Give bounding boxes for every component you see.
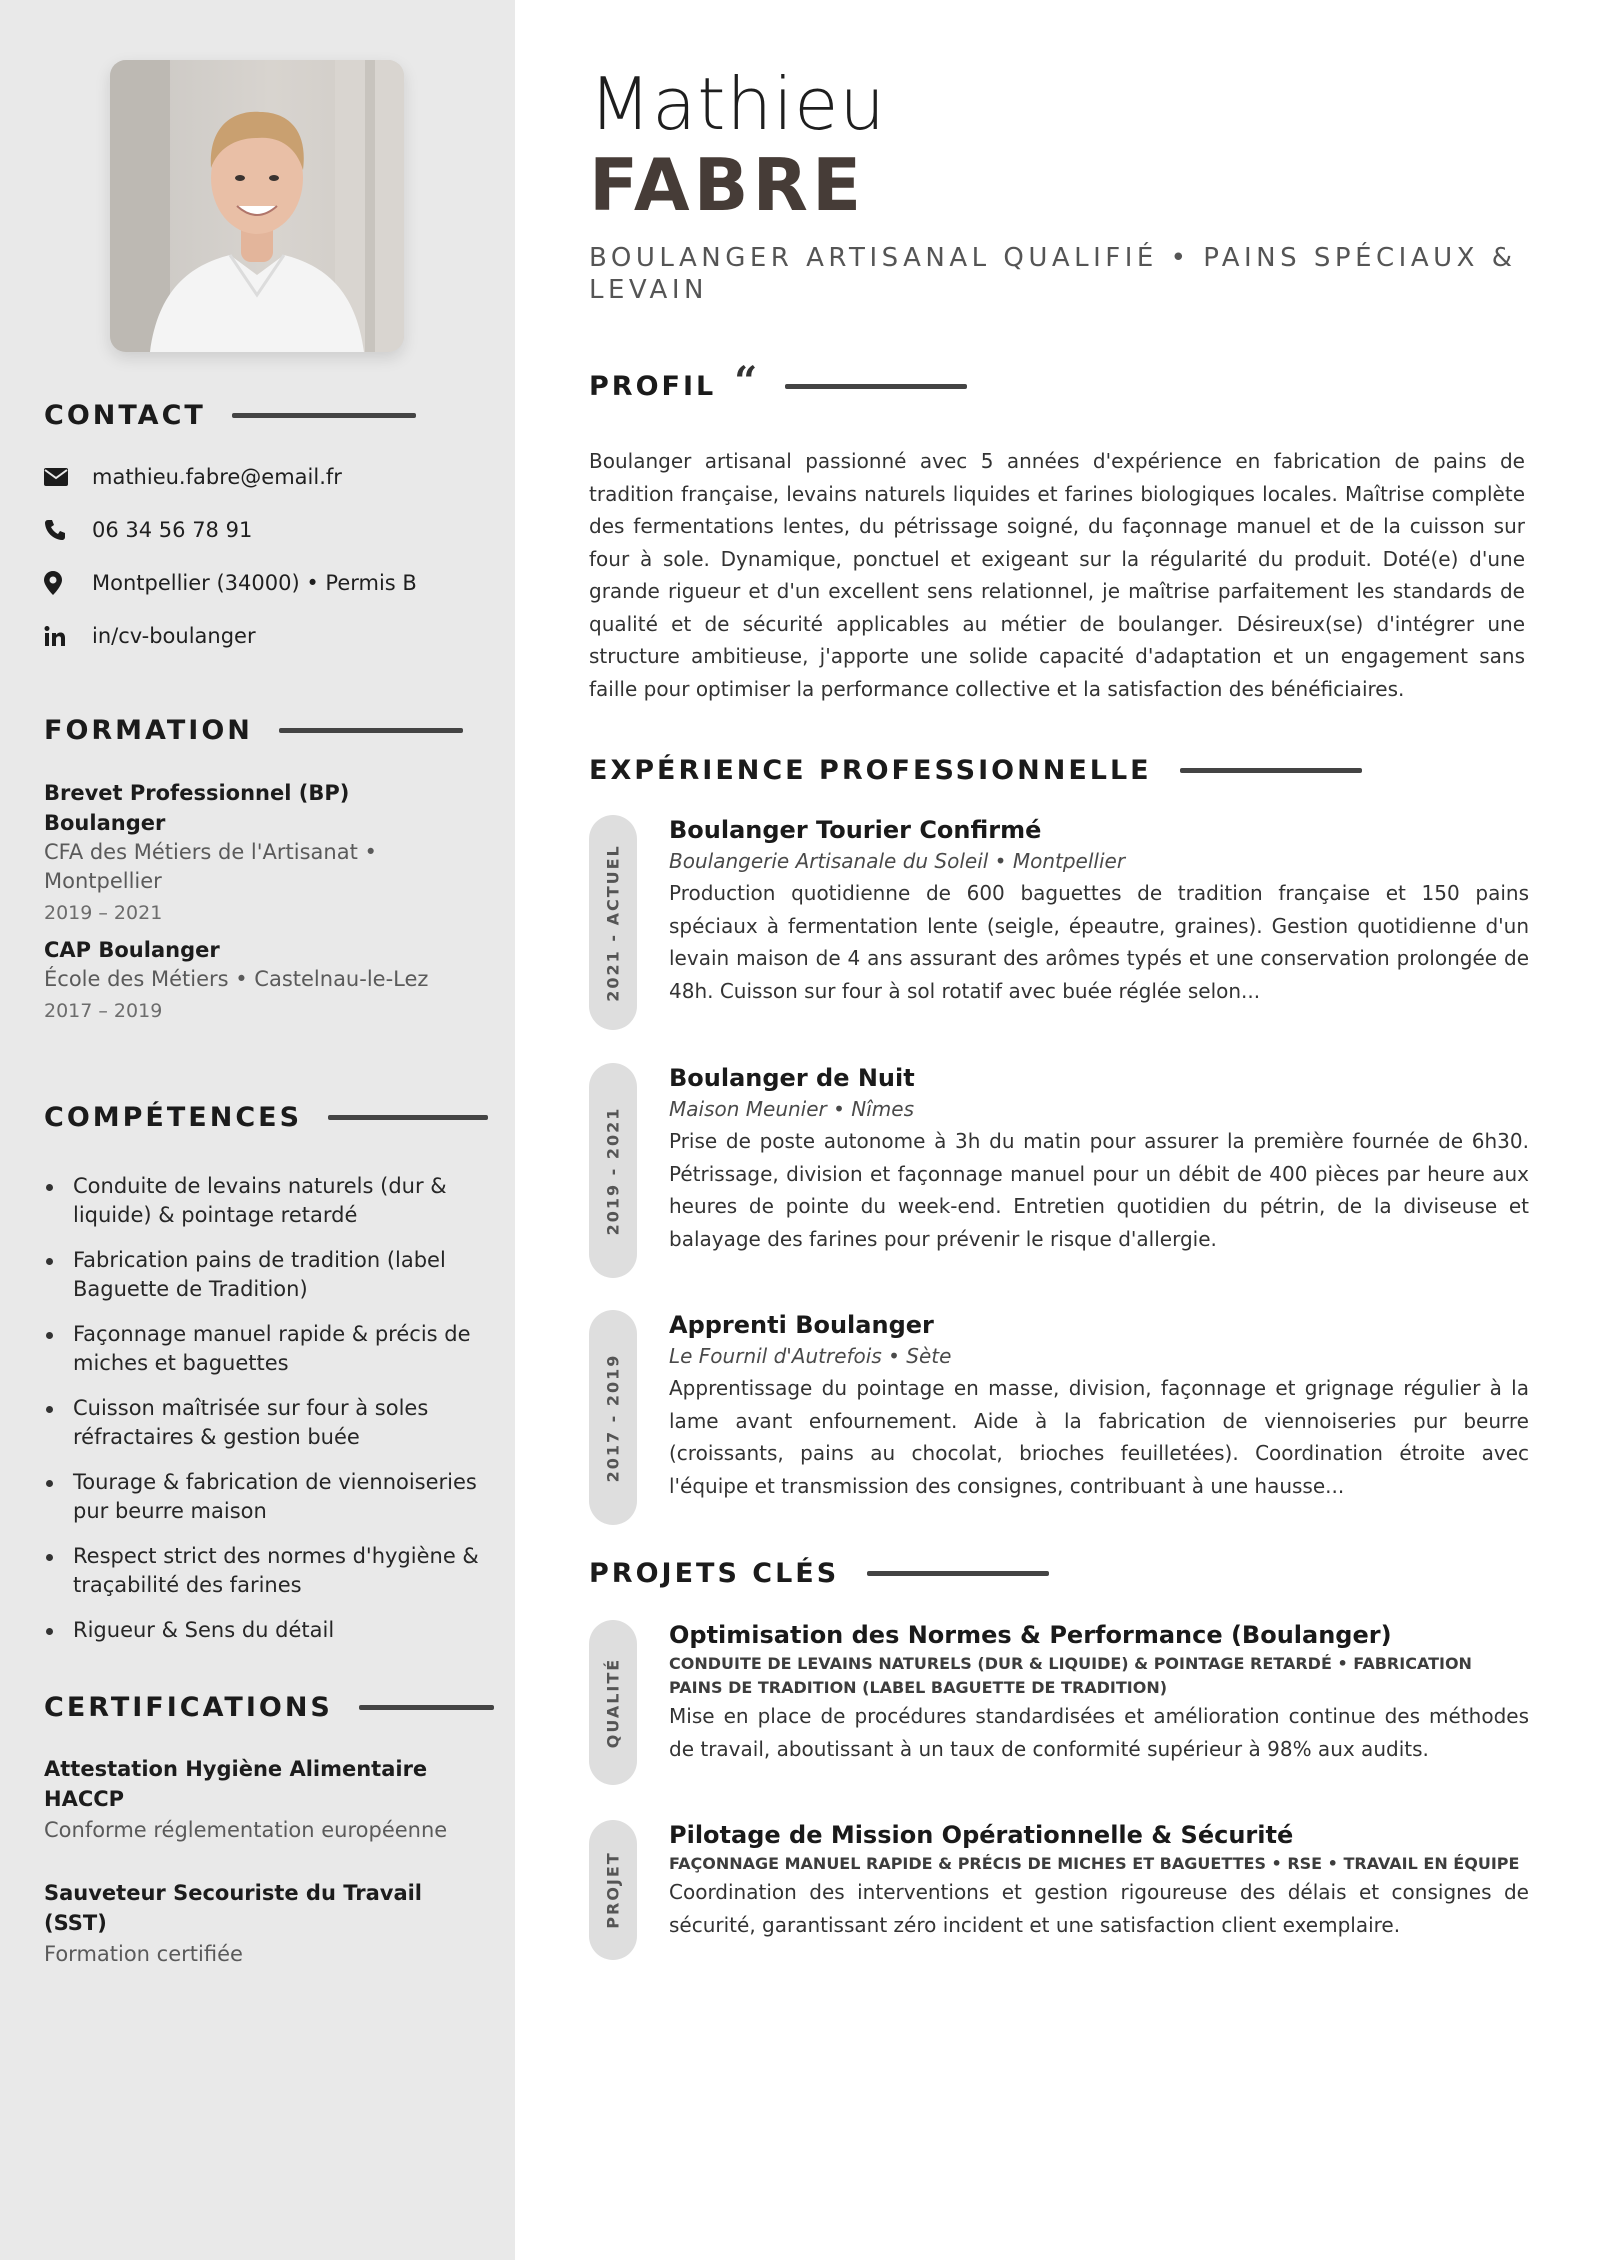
- formation-degree: CAP Boulanger: [44, 938, 220, 962]
- competences-section-header: [44, 1102, 488, 1133]
- skill-text: Façonnage manuel rapide & précis de miches et baguettes: [73, 1322, 471, 1375]
- experience-heading: EXPÉRIENCE PROFESSIONNELLE: [589, 755, 1152, 786]
- experience-entry: [589, 1310, 1529, 1525]
- email-text: mathieu.fabre@email.fr: [92, 465, 342, 489]
- project-entry: [589, 1820, 1529, 1960]
- experience-entry: [589, 815, 1529, 1030]
- job-description: Apprentissage du pointage en masse, division, façonnage et grignage régulier à la lame avant enfournement. Aide à la fabrication de viennoiseries pur beurre (croissants, pains au chocolat, brioches feuilletées). Coordination étroite avec l'équipe et transmission des consignes, contribuant à une hausse...: [669, 1376, 1529, 1498]
- formation-section-header: [44, 715, 463, 746]
- period-text: 2021 - ACTUEL: [603, 843, 623, 1002]
- section-divider: [328, 1115, 488, 1120]
- phone-text: 06 34 56 78 91: [92, 518, 253, 542]
- project-tag-text: QUALITÉ: [603, 1657, 623, 1748]
- portrait-image: [110, 60, 404, 352]
- experience-entry: [589, 1063, 1529, 1278]
- contact-phone[interactable]: [44, 517, 253, 543]
- skill-text: Fabrication pains de tradition (label Baguette de Tradition): [73, 1248, 446, 1301]
- skill-item: [44, 1172, 484, 1230]
- linkedin-text: in/cv-boulanger: [92, 624, 256, 648]
- bullet: [46, 1554, 53, 1561]
- job-description: Prise de poste autonome à 3h du matin pour assurer la première fournée de 6h30. Pétrissage, division et façonnage manuel pour un débit de 400 pièces par heure aux heures de pointe du week-end. Entretien quotidien du pétrin, de la diviseuse et balayage des farines pour prévenir le risque d'allergie.: [669, 1129, 1529, 1251]
- linkedin-icon: [44, 623, 88, 649]
- period-badge: [589, 1063, 637, 1278]
- project-title: Optimisation des Normes & Performance (Boulanger): [669, 1621, 1392, 1649]
- skill-text: Tourage & fabrication de viennoiseries pur beurre maison: [73, 1470, 477, 1523]
- bullet: [46, 1258, 53, 1265]
- skills-list: [44, 1172, 484, 1661]
- project-body: [669, 1820, 1529, 1941]
- project-tag-badge: [589, 1820, 637, 1960]
- certification-subtitle: Formation certifiée: [44, 1942, 243, 1966]
- certification-subtitle: Conforme réglementation européenne: [44, 1818, 448, 1842]
- bullet: [46, 1480, 53, 1487]
- phone-icon: [44, 517, 88, 543]
- certifications-heading: CERTIFICATIONS: [44, 1692, 333, 1723]
- skill-text: Conduite de levains naturels (dur & liquide) & pointage retardé: [73, 1174, 447, 1227]
- contact-heading: CONTACT: [44, 400, 206, 431]
- skill-text: Cuisson maîtrisée sur four à soles réfractaires & gestion buée: [73, 1396, 429, 1449]
- skill-item: [44, 1542, 484, 1600]
- certification-item: [44, 1878, 484, 1970]
- project-description: Mise en place de procédures standardisées et amélioration continue des méthodes de travail, aboutissant à un taux de conformité supérieur à 98% aux audits.: [669, 1704, 1529, 1761]
- skill-text: Respect strict des normes d'hygiène & traçabilité des farines: [73, 1544, 479, 1597]
- quote-icon: “: [734, 358, 758, 405]
- experience-section-header: [589, 755, 1362, 786]
- project-tag-badge: [589, 1620, 637, 1785]
- projets-section-header: [589, 1558, 1049, 1589]
- skill-item: [44, 1246, 484, 1304]
- project-body: [669, 1620, 1529, 1765]
- project-tag-text: PROJET: [603, 1851, 623, 1929]
- formation-years: 2017 – 2019: [44, 1000, 163, 1022]
- section-divider: [359, 1705, 494, 1710]
- period-text: 2017 - 2019: [603, 1353, 623, 1482]
- job-company: Boulangerie Artisanale du Soleil • Montpellier: [669, 849, 1126, 873]
- section-divider: [1180, 768, 1362, 773]
- period-badge: [589, 815, 637, 1030]
- section-divider: [232, 413, 416, 418]
- skill-item: [44, 1468, 484, 1526]
- contact-email[interactable]: [44, 464, 342, 490]
- contact-linkedin[interactable]: [44, 623, 256, 649]
- skill-item: [44, 1616, 484, 1645]
- project-keywords: CONDUITE DE LEVAINS NATURELS (DUR & LIQUIDE) & POINTAGE RETARDÉ • FABRICATION PAINS DE TRADITION (LABEL BAGUETTE DE TRADITION): [669, 1654, 1472, 1697]
- formation-years: 2019 – 2021: [44, 902, 163, 924]
- project-description: Coordination des interventions et gestion rigoureuse des délais et consignes de sécurité, garantissant zéro incident et une satisfaction client exemplaire.: [669, 1880, 1529, 1937]
- contact-location: [44, 570, 417, 596]
- skill-text: Rigueur & Sens du détail: [73, 1618, 335, 1642]
- bullet: [46, 1332, 53, 1339]
- last-name: FABRE: [589, 143, 866, 227]
- experience-body: [669, 1310, 1529, 1502]
- skill-item: [44, 1320, 484, 1378]
- section-divider: [279, 728, 463, 733]
- project-keywords: FAÇONNAGE MANUEL RAPIDE & PRÉCIS DE MICHES ET BAGUETTES • RSE • TRAVAIL EN ÉQUIPE: [669, 1854, 1520, 1873]
- envelope-icon: [44, 464, 88, 490]
- certification-title: Sauveteur Secouriste du Travail (SST): [44, 1881, 423, 1935]
- certification-title: Attestation Hygiène Alimentaire HACCP: [44, 1757, 428, 1811]
- section-divider: [785, 384, 967, 389]
- period-text: 2019 - 2021: [603, 1106, 623, 1235]
- competences-heading: COMPÉTENCES: [44, 1102, 303, 1133]
- bullet: [46, 1628, 53, 1635]
- formation-school: École des Métiers • Castelnau-le-Lez: [44, 967, 429, 991]
- bullet: [46, 1184, 53, 1191]
- job-role: Boulanger de Nuit: [669, 1064, 915, 1092]
- profil-section-header: [589, 358, 967, 405]
- period-badge: [589, 1310, 637, 1525]
- skill-item: [44, 1394, 484, 1452]
- certifications-section-header: [44, 1692, 494, 1723]
- map-pin-icon: [44, 570, 88, 596]
- contact-section-header: [44, 400, 416, 431]
- location-text: Montpellier (34000) • Permis B: [92, 571, 417, 595]
- projets-heading: PROJETS CLÉS: [589, 1558, 840, 1589]
- formation-school: CFA des Métiers de l'Artisanat • Montpellier: [44, 840, 377, 893]
- job-title: BOULANGER ARTISANAL QUALIFIÉ • PAINS SPÉCIAUX & LEVAIN: [589, 243, 1517, 305]
- job-company: Le Fournil d'Autrefois • Sète: [669, 1344, 952, 1368]
- formation-item: [44, 935, 474, 1026]
- experience-body: [669, 815, 1529, 1007]
- experience-body: [669, 1063, 1529, 1255]
- certification-item: [44, 1754, 484, 1846]
- project-entry: [589, 1620, 1529, 1785]
- formation-heading: FORMATION: [44, 715, 253, 746]
- formation-item: [44, 778, 474, 928]
- job-description: Production quotidienne de 600 baguettes de tradition française et 150 pains spéciaux à fermentation lente (seigle, épeautre, graines). Gestion quotidienne d'un levain maison de 4 ans assurant des arômes typés et une conservation prolongée de 48h. Cuisson sur four à sol rotatif avec buée réglée selon...: [669, 881, 1529, 1003]
- profile-photo: [110, 60, 404, 352]
- profile-summary: Boulanger artisanal passionné avec 5 années d'expérience en fabrication de pains de tradition française, levains naturels liquides et farines biologiques locales. Maîtrise complète des fermentations lentes, du pétrissage soigné, du façonnage manuel et de la cuisson sur four à sole. Dynamique, ponctuel et exigeant sur la régularité du produit. Doté(e) d'une grande rigueur et d'un excellent sens relationnel, je maîtrise parfaitement les standards de qualité et de sécurité applicables au métier de boulanger. Désireux(se) d'intégrer une structure ambitieuse, j'apporte une solide capacité d'adaptation et un engagement sans faille pour optimiser la performance collective et la satisfaction des bénéficiaires.: [589, 449, 1525, 701]
- formation-degree: Brevet Professionnel (BP) Boulanger: [44, 781, 350, 835]
- profil-heading: PROFIL: [589, 371, 717, 402]
- job-role: Apprenti Boulanger: [669, 1311, 934, 1339]
- job-role: Boulanger Tourier Confirmé: [669, 816, 1042, 844]
- first-name: Mathieu: [589, 62, 887, 146]
- job-company: Maison Meunier • Nîmes: [669, 1097, 914, 1121]
- section-divider: [867, 1571, 1049, 1576]
- bullet: [46, 1406, 53, 1413]
- project-title: Pilotage de Mission Opérationnelle & Sécurité: [669, 1821, 1294, 1849]
